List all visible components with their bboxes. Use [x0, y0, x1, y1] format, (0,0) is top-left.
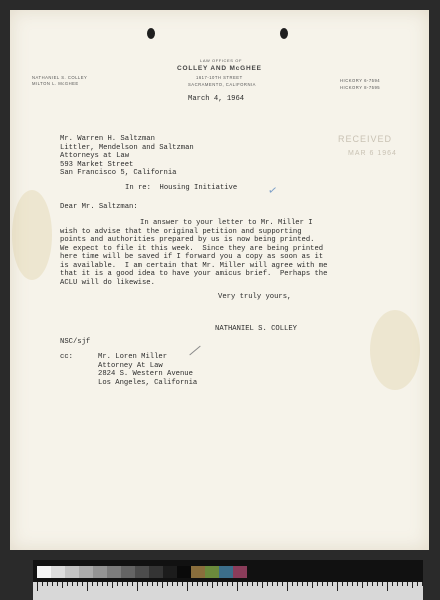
firm-city: SACRAMENTO, CALIFORNIA	[188, 82, 256, 87]
scale-tick	[292, 582, 293, 586]
pen-mark	[189, 346, 200, 356]
partner-name: MILTON L. McGHEE	[32, 81, 79, 86]
body-line: In answer to your letter to Mr. Miller I	[140, 219, 313, 227]
scale-tick	[227, 582, 228, 586]
scale-tick	[167, 582, 168, 586]
scale-tick	[177, 582, 178, 586]
scale-tick	[232, 582, 233, 586]
body-line: that it is a good idea to have your amicus brief. Perhaps the	[60, 270, 328, 278]
firm-street: 1617-10TH STREET	[196, 75, 243, 80]
scale-tick	[182, 582, 183, 586]
scale-tick	[207, 582, 208, 586]
scale-tick	[372, 582, 373, 586]
scale-tick	[127, 582, 128, 586]
scale-tick	[297, 582, 298, 586]
scale-tick	[77, 582, 78, 586]
subject-line: In re: Housing Initiative	[125, 184, 238, 192]
scale-tick	[47, 582, 48, 586]
scale-tick	[122, 582, 123, 586]
scale-tick	[302, 582, 303, 586]
scale-tick	[402, 582, 403, 586]
received-stamp-date: MAR 6 1964	[348, 150, 397, 157]
scale-tick	[137, 582, 138, 591]
cc-line: 2824 S. Western Avenue	[98, 370, 193, 378]
scale-tick	[162, 582, 163, 588]
scale-tick	[312, 582, 313, 588]
scale-tick	[417, 582, 418, 586]
scale-tick	[222, 582, 223, 586]
scale-tick	[217, 582, 218, 586]
scale-tick	[352, 582, 353, 586]
grayscale-swatches	[37, 566, 247, 578]
scale-tick	[117, 582, 118, 586]
scale-tick	[152, 582, 153, 586]
scale-tick	[212, 582, 213, 588]
punch-hole	[280, 28, 288, 39]
scale-tick	[322, 582, 323, 586]
scale-tick	[342, 582, 343, 586]
body-line: points and authorities prepared by us is now being printed.	[60, 236, 315, 244]
cc-label: cc:	[60, 353, 73, 361]
closing: Very truly yours,	[218, 293, 292, 301]
scale-tick	[327, 582, 328, 586]
scale-tick	[362, 582, 363, 588]
scale-tick	[97, 582, 98, 586]
scale-tick	[277, 582, 278, 586]
cc-line: Los Angeles, California	[98, 379, 198, 387]
scale-tick	[387, 582, 388, 591]
letterhead-caption: LAW OFFICES OF	[200, 58, 243, 63]
typist-initials: NSC/sjf	[60, 338, 91, 346]
body-line: We expect to file it this week. Since they are being printed	[60, 245, 324, 253]
scale-tick	[202, 582, 203, 586]
scale-tick	[317, 582, 318, 586]
scale-tick	[397, 582, 398, 586]
letter-page	[10, 10, 429, 550]
scale-tick	[52, 582, 53, 586]
scale-tick	[112, 582, 113, 588]
scale-tick	[377, 582, 378, 586]
phone-number: HICKORY 8-7595	[340, 85, 381, 90]
check-mark: ✓	[266, 184, 279, 198]
body-line: here time will be saved if I forward you a copy as soon as it	[60, 253, 324, 261]
recipient-line: Littler, Mendelson and Saltzman	[60, 144, 194, 152]
scale-tick	[392, 582, 393, 586]
scale-tick	[282, 582, 283, 586]
scale-tick	[367, 582, 368, 586]
scale-tick	[67, 582, 68, 586]
scale-tick	[382, 582, 383, 586]
recipient-line: San Francisco 5, California	[60, 169, 177, 177]
scale-tick	[272, 582, 273, 586]
phone-number: HICKORY 6-7594	[340, 78, 381, 83]
body-line: wish to advise that the original petition and supporting	[60, 228, 302, 236]
signature-name: NATHANIEL S. COLLEY	[215, 325, 297, 333]
scale-tick	[307, 582, 308, 586]
scale-tick	[37, 582, 38, 591]
scale-tick	[422, 582, 423, 586]
scale-tick	[87, 582, 88, 591]
scale-tick	[142, 582, 143, 586]
partner-name: NATHANIEL S. COLLEY	[32, 75, 88, 80]
scale-tick	[257, 582, 258, 586]
scale-tick	[132, 582, 133, 586]
scale-tick	[412, 582, 413, 588]
scale-tick	[42, 582, 43, 586]
scale-tick	[337, 582, 338, 591]
received-stamp: RECEIVED	[338, 134, 393, 144]
scale-tick	[252, 582, 253, 586]
scale-tick	[197, 582, 198, 586]
recipient-line: 593 Market Street	[60, 161, 134, 169]
salutation: Dear Mr. Saltzman:	[60, 203, 138, 211]
recipient-line: Attorneys at Law	[60, 152, 130, 160]
scale-tick	[192, 582, 193, 586]
scale-tick	[107, 582, 108, 586]
scale-tick	[157, 582, 158, 586]
scale-tick	[172, 582, 173, 586]
paper-stain	[12, 190, 52, 280]
scale-tick	[72, 582, 73, 586]
punch-hole	[147, 28, 155, 39]
cc-line: Mr. Loren Miller	[98, 353, 168, 361]
scan-color-target	[33, 560, 423, 600]
scale-tick	[62, 582, 63, 588]
scale-tick	[147, 582, 148, 586]
letter-date: March 4, 1964	[188, 95, 245, 103]
scale-tick	[407, 582, 408, 586]
cc-line: Attorney At Law	[98, 362, 163, 370]
scale-tick	[92, 582, 93, 586]
body-line: is available. I am certain that Mr. Miller will agree with me	[60, 262, 328, 270]
firm-name: COLLEY AND McGHEE	[177, 65, 262, 72]
scale-tick	[347, 582, 348, 586]
scale-tick	[187, 582, 188, 591]
scale-tick	[267, 582, 268, 586]
scale-tick	[57, 582, 58, 586]
scale-tick	[357, 582, 358, 586]
scale-tick	[82, 582, 83, 586]
scale-tick	[237, 582, 238, 591]
scale-tick	[102, 582, 103, 586]
body-line: ACLU will do likewise.	[60, 279, 155, 287]
scale-tick	[262, 582, 263, 588]
measurement-scale	[33, 582, 423, 600]
scale-tick	[247, 582, 248, 586]
recipient-line: Mr. Warren H. Saltzman	[60, 135, 155, 143]
paper-stain	[370, 310, 420, 390]
scale-tick	[332, 582, 333, 586]
scale-tick	[287, 582, 288, 591]
scale-tick	[242, 582, 243, 586]
